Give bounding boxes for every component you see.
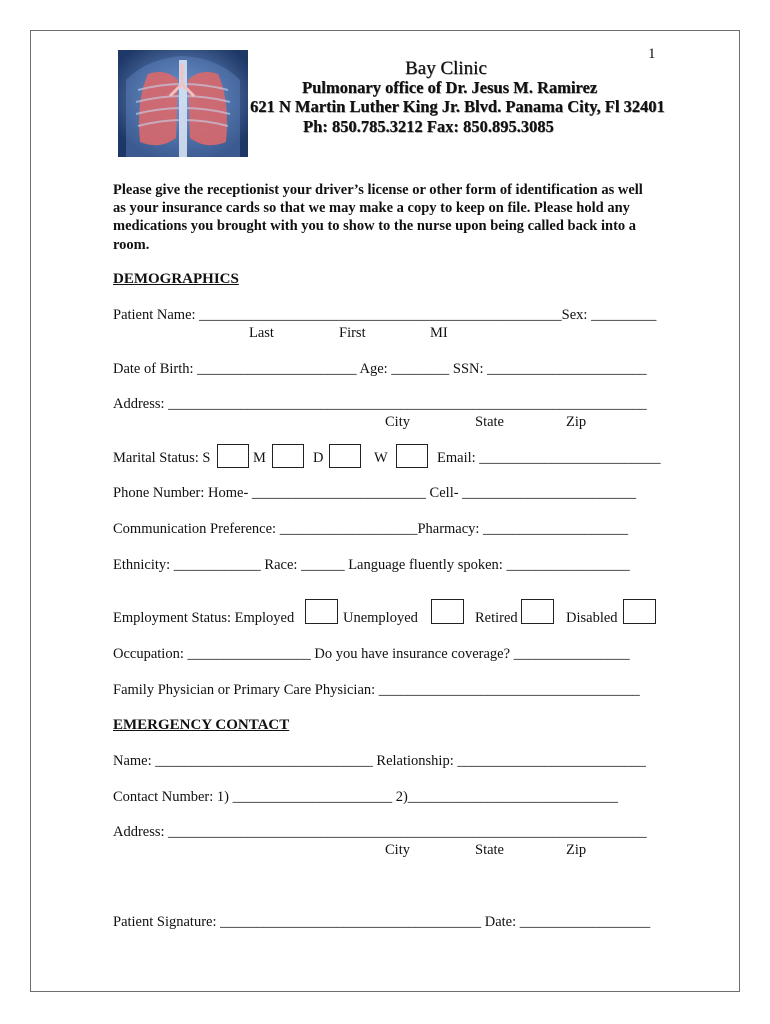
marital-divorced-checkbox[interactable]	[329, 444, 361, 468]
employment-status-label: Employment Status: Employed	[113, 610, 295, 626]
lungs-xray-graphic	[118, 50, 248, 157]
name-first-label: First	[339, 325, 366, 341]
marital-status-label: Marital Status: S	[113, 450, 211, 466]
marital-single-checkbox[interactable]	[217, 444, 249, 468]
emergency-state-label: State	[475, 842, 504, 858]
intro-paragraph: Please give the receptionist your driver’s license or other form of identification as well as your insurance cards so that we may make a copy to keep on file. Please hold any medications you brought with you to show to the nurse upon being called back into a room.	[113, 182, 643, 253]
clinic-address: 621 N Martin Luther King Jr. Blvd. Panama City, Fl 32401	[250, 97, 665, 116]
address-city-label: City	[385, 414, 410, 430]
email-field[interactable]: Email: _________________________	[437, 450, 661, 466]
address-zip-label: Zip	[566, 414, 587, 430]
marital-widowed-label: W	[374, 450, 388, 466]
employment-disabled-checkbox[interactable]	[623, 599, 656, 624]
emergency-contact-number-field[interactable]: Contact Number: 1) ______________________ 2)_____________________________	[113, 789, 619, 805]
marital-married-label: M	[253, 450, 266, 466]
emergency-zip-label: Zip	[566, 842, 587, 858]
employment-unemployed-label: Unemployed	[343, 610, 418, 626]
name-mi-label: MI	[430, 325, 448, 341]
employment-retired-label: Retired	[475, 610, 518, 626]
address-field[interactable]: Address: __________________________________________________________________	[113, 396, 647, 412]
marital-widowed-checkbox[interactable]	[396, 444, 428, 468]
emergency-name-relationship-field[interactable]: Name: ______________________________ Relationship: __________________________	[113, 753, 646, 769]
communication-pharmacy-field[interactable]: Communication Preference: ___________________Pharmacy: ____________________	[113, 521, 629, 537]
ethnicity-race-language-field[interactable]: Ethnicity: ____________ Race: ______ Language fluently spoken: _________________	[113, 557, 630, 573]
page-number: 1	[648, 46, 656, 62]
occupation-insurance-field[interactable]: Occupation: _________________ Do you have insurance coverage? ________________	[113, 646, 630, 662]
address-state-label: State	[475, 414, 504, 430]
lungs-xray-icon	[118, 50, 248, 157]
emergency-address-field[interactable]: Address: __________________________________________________________________	[113, 824, 647, 840]
marital-divorced-label: D	[313, 450, 324, 466]
marital-married-checkbox[interactable]	[272, 444, 304, 468]
phone-number-field[interactable]: Phone Number: Home- ________________________ Cell- ________________________	[113, 485, 637, 501]
patient-signature-date-field[interactable]: Patient Signature: ____________________________________ Date: __________________	[113, 914, 651, 930]
employment-employed-checkbox[interactable]	[305, 599, 338, 624]
demographics-heading: DEMOGRAPHICS	[113, 271, 239, 287]
dob-age-ssn-field[interactable]: Date of Birth: ______________________ Age: ________ SSN: ______________________	[113, 361, 647, 377]
employment-retired-checkbox[interactable]	[521, 599, 554, 624]
patient-name-field[interactable]: Patient Name: __________________________________________________Sex: _________	[113, 307, 657, 323]
clinic-phone-fax: Ph: 850.785.3212 Fax: 850.895.3085	[303, 117, 554, 136]
office-name: Pulmonary office of Dr. Jesus M. Ramirez	[302, 78, 598, 97]
employment-disabled-label: Disabled	[566, 610, 618, 626]
family-physician-field[interactable]: Family Physician or Primary Care Physician: ____________________________________	[113, 682, 640, 698]
employment-unemployed-checkbox[interactable]	[431, 599, 464, 624]
emergency-city-label: City	[385, 842, 410, 858]
emergency-contact-heading: EMERGENCY CONTACT	[113, 717, 290, 733]
clinic-name: Bay Clinic	[405, 58, 487, 79]
name-last-label: Last	[249, 325, 274, 341]
